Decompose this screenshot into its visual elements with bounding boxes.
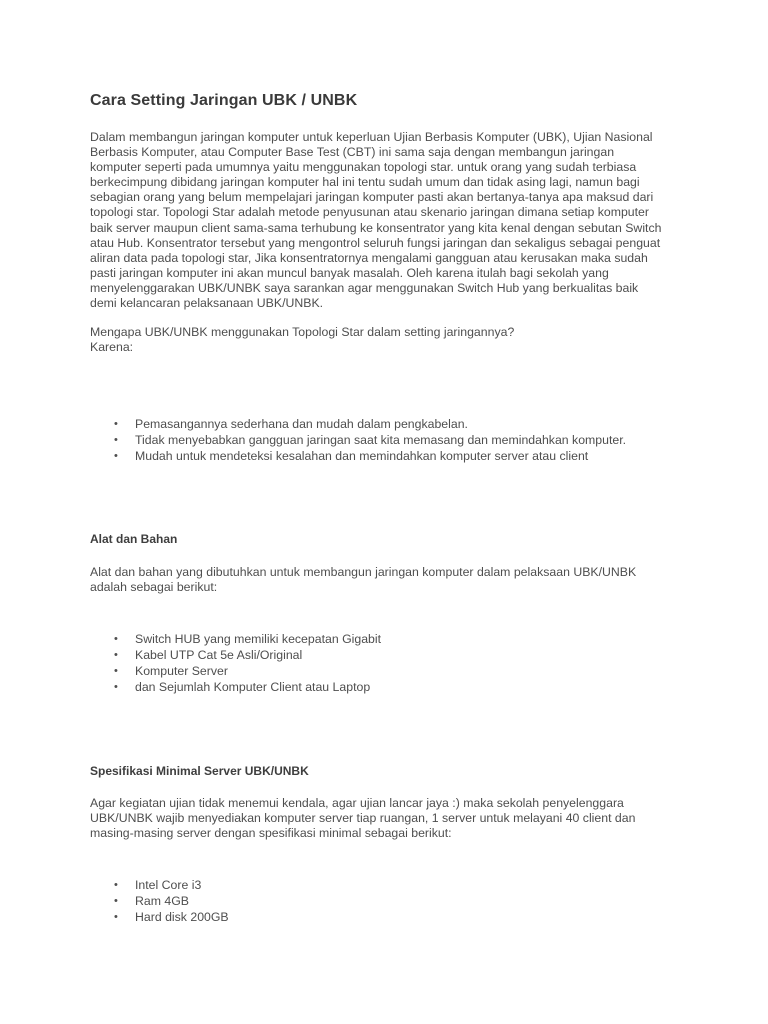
intro-line: demi kelancaran pelaksanaan UBK/UNBK. xyxy=(90,296,324,311)
list-item-text: Kabel UTP Cat 5e Asli/Original xyxy=(135,648,303,662)
spec-intro-line: Agar kegiatan ujian tidak menemui kendala, agar ujian lancar jaya :) maka sekolah penyelenggara xyxy=(90,796,624,810)
list-item xyxy=(90,893,229,909)
list-item xyxy=(90,909,229,925)
tools-intro-paragraph xyxy=(90,565,636,595)
question-paragraph xyxy=(90,325,514,355)
bullet-icon: • xyxy=(114,633,118,645)
list-item-text: Switch HUB yang memiliki kecepatan Gigabit xyxy=(135,632,382,646)
list-item xyxy=(90,679,381,695)
question-line: Karena: xyxy=(90,340,134,355)
list-item xyxy=(90,631,381,647)
list-item-text: Intel Core i3 xyxy=(135,878,202,892)
list-item-text: Mudah untuk mendeteksi kesalahan dan memindahkan komputer server atau client xyxy=(135,449,589,463)
list-item-text: Komputer Server xyxy=(135,664,228,678)
intro-line: aliran data pada topologi star, Jika konsentratornya mengalami gangguan atau kerusakan maka sudah xyxy=(90,250,648,265)
list-item xyxy=(90,448,626,464)
intro-line: atau Hub. Konsentrator tersebut yang mengontrol seluruh fungsi jaringan dan sekaligus sebagai penguat xyxy=(90,235,661,250)
intro-line: komputer seperti pada umumnya yaitu menggunakan topologi star. untuk orang yang sudah terbiasa xyxy=(90,160,637,175)
list-item-text: Tidak menyebabkan gangguan jaringan saat kita memasang dan memindahkan komputer. xyxy=(135,433,627,447)
page-title: Cara Setting Jaringan UBK / UNBK xyxy=(90,92,358,109)
bullet-icon: • xyxy=(114,649,118,661)
intro-line: Berbasis Komputer, atau Computer Base Test (CBT) ini sama saja dengan membangun jaringan xyxy=(90,145,615,160)
tools-intro-line: adalah sebagai berikut: xyxy=(90,580,218,595)
tools-list xyxy=(90,631,381,695)
bullet-icon: • xyxy=(114,450,118,462)
intro-line: berkecimpung dibidang jaringan komputer hal ini tentu sudah umum dan tidak asing lagi, namun bagi xyxy=(90,175,640,190)
list-item-text: dan Sejumlah Komputer Client atau Laptop xyxy=(135,680,371,694)
section-heading-tools: Alat dan Bahan xyxy=(90,532,178,546)
bullet-icon: • xyxy=(114,911,118,923)
list-item xyxy=(90,663,381,679)
intro-line: topologi star. Topologi Star adalah metode penyusunan atau skenario jaringan dimana setiap komputer xyxy=(90,205,649,220)
intro-line: menyelenggarakan UBK/UNBK saya sarankan agar menggunakan Switch Hub yang berkualitas baik xyxy=(90,280,639,295)
list-item-text: Ram 4GB xyxy=(135,894,189,908)
tools-intro-line: Alat dan bahan yang dibutuhkan untuk membangun jaringan komputer dalam pelaksaan UBK/UNBK xyxy=(90,565,637,579)
bullet-icon: • xyxy=(114,665,118,677)
bullet-icon: • xyxy=(114,434,118,446)
list-item xyxy=(90,877,229,893)
intro-paragraph xyxy=(90,130,661,311)
bullet-icon: • xyxy=(114,895,118,907)
intro-line: Dalam membangun jaringan komputer untuk keperluan Ujian Berbasis Komputer (UBK), Ujian Nasional xyxy=(90,130,653,144)
bullet-icon: • xyxy=(114,418,118,430)
spec-intro-line: UBK/UNBK wajib menyediakan komputer server tiap ruangan, 1 server untuk melayani 40 client dan xyxy=(90,811,636,826)
spec-intro-line: masing-masing server dengan spesifikasi minimal sebagai berikut: xyxy=(90,826,452,841)
spec-list xyxy=(90,877,229,925)
list-item-text: Pemasangannya sederhana dan mudah dalam pengkabelan. xyxy=(135,417,468,431)
reasons-list xyxy=(90,416,626,464)
intro-line: baik server maupun client sama-sama terhubung ke konsentrator yang kita kenal dengan sebutan Switch xyxy=(90,220,662,235)
list-item xyxy=(90,416,626,432)
section-heading-spec: Spesifikasi Minimal Server UBK/UNBK xyxy=(90,764,309,778)
bullet-icon: • xyxy=(114,681,118,693)
list-item-text: Hard disk 200GB xyxy=(135,910,229,924)
bullet-icon: • xyxy=(114,879,118,891)
intro-line: sebagian orang yang belum mempelajari jaringan komputer pasti akan bertanya-tanya apa maksud dari xyxy=(90,190,654,205)
spec-intro-paragraph xyxy=(90,796,635,841)
question-line: Mengapa UBK/UNBK menggunakan Topologi Star dalam setting jaringannya? xyxy=(90,325,515,339)
list-item xyxy=(90,647,381,663)
list-item xyxy=(90,432,626,448)
intro-line: pasti jaringan komputer ini akan muncul banyak masalah. Oleh karena itulah bagi sekolah yang xyxy=(90,265,609,280)
